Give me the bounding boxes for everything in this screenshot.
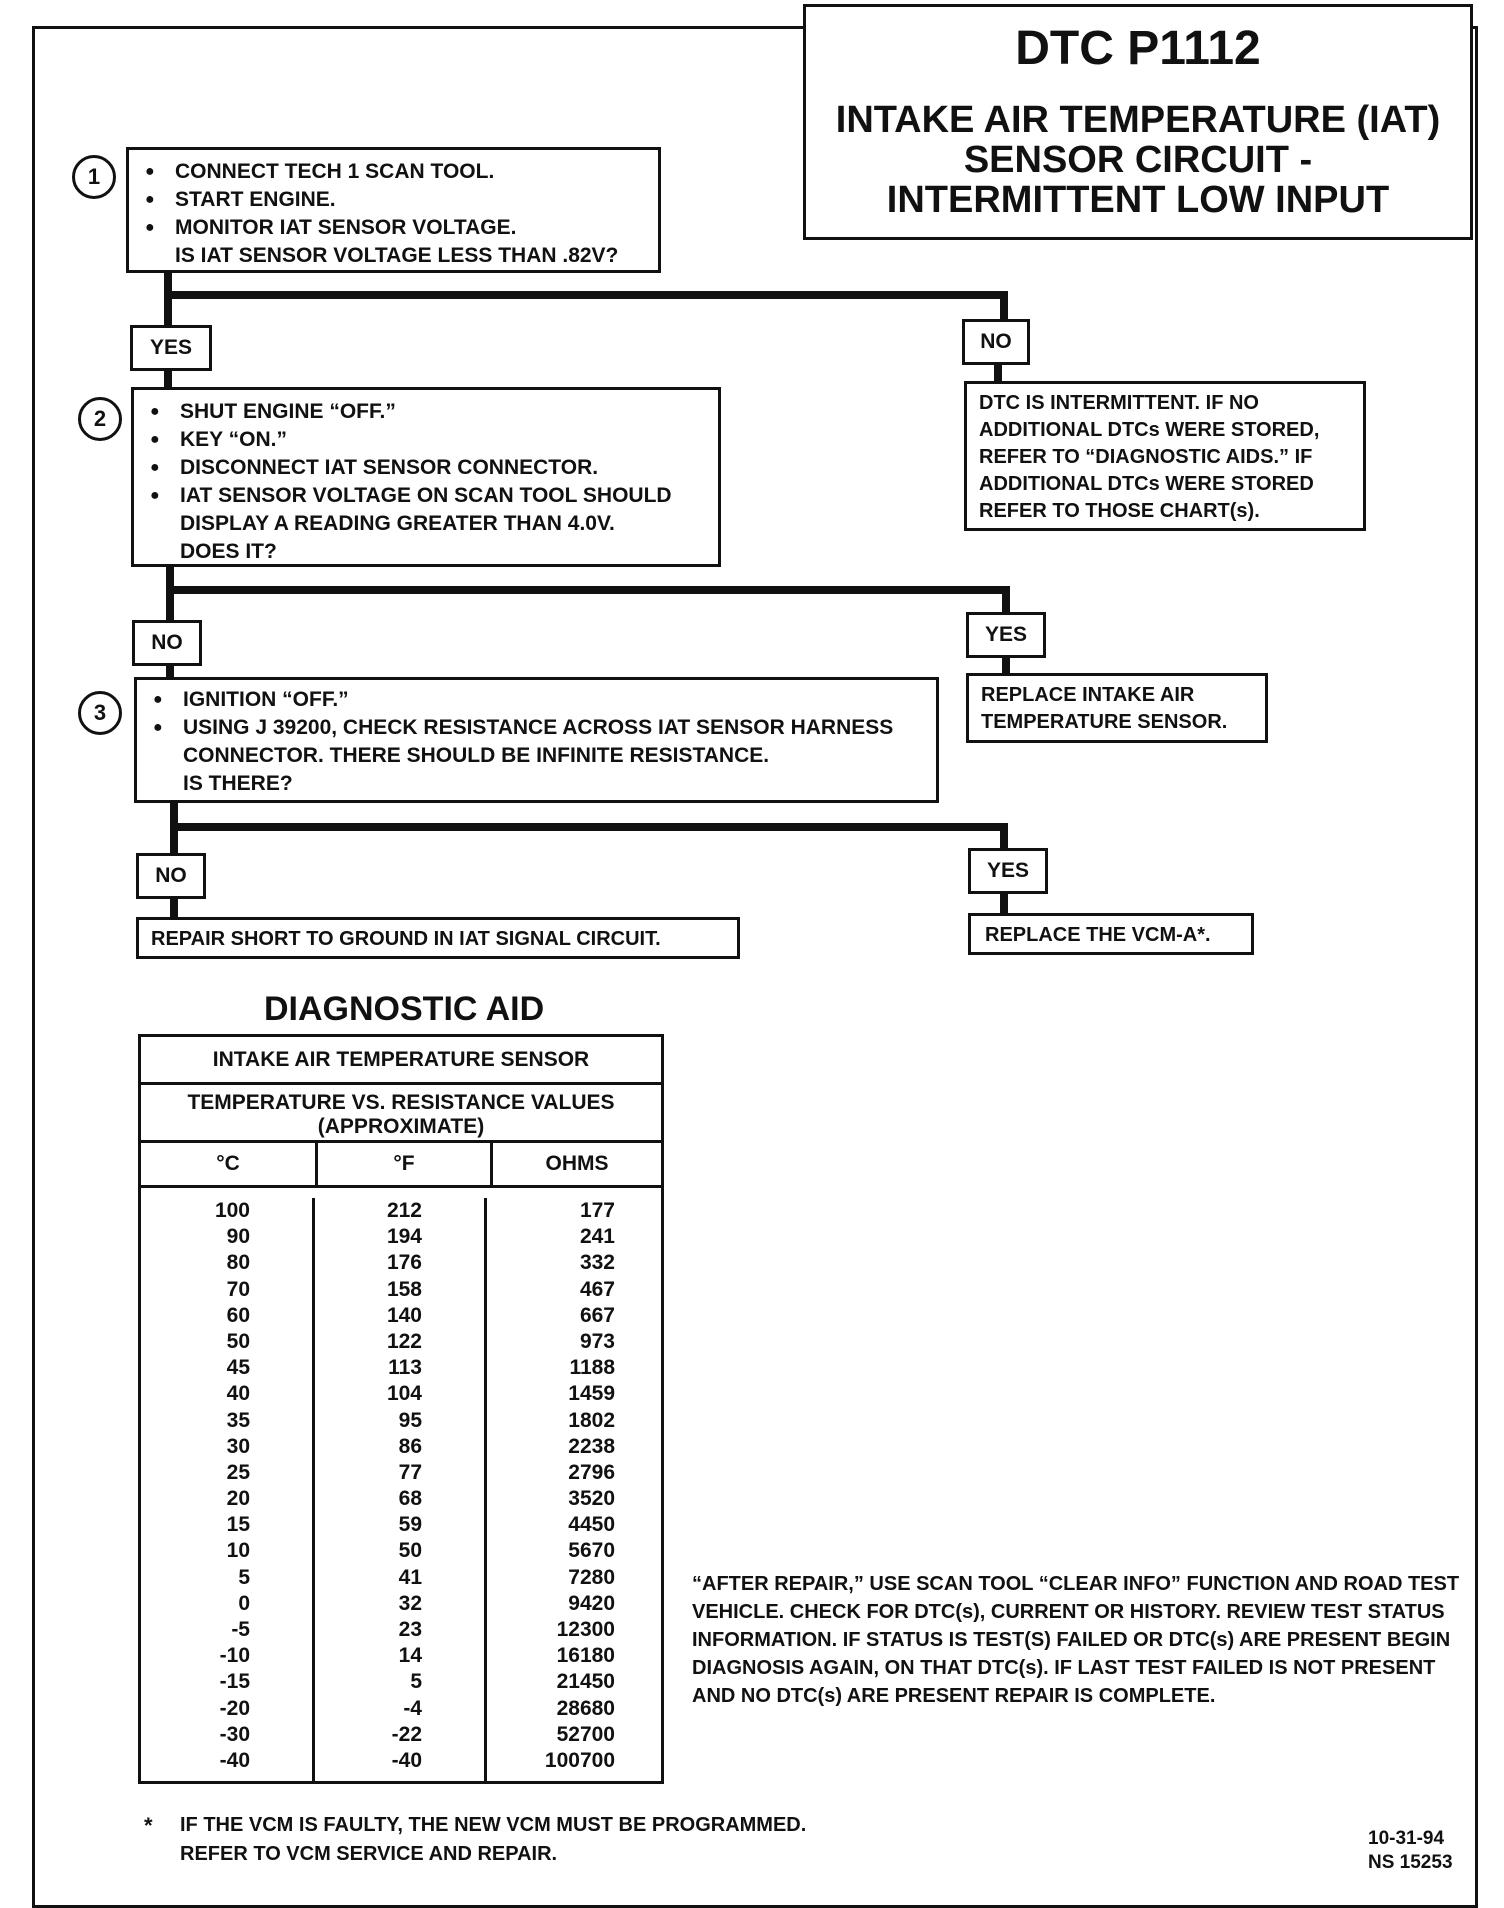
column-header-fahrenheit: °F [318,1143,493,1185]
step-2-bullet: ● SHUT ENGINE “OFF.” [140,398,712,426]
step-1-bullet: ● START ENGINE. [135,186,652,214]
ohms-value: 2238 [568,1434,615,1458]
ohms-value: 1188 [569,1356,615,1380]
step-3-bullet: ● IGNITION “OFF.” [143,686,930,714]
celsius-value: 10 [226,1539,250,1563]
step-1-bullet: ● MONITOR IAT SENSOR VOLTAGE. [135,214,652,242]
fahrenheit-value: 77 [398,1460,422,1484]
step-2-box [131,387,721,567]
ohms-value: 21450 [556,1670,615,1694]
step-1-no-result: DTC IS INTERMITTENT. IF NO ADDITIONAL DTCs WERE STORED, REFER TO “DIAGNOSTIC AIDS.” IF ADDITIONAL DTCs WERE STORED REFER TO THOSE CHART(s). [964,381,1366,531]
step-2-bullet: ● DISCONNECT IAT SENSOR CONNECTOR. [140,454,712,482]
fahrenheit-value: -22 [391,1722,422,1746]
connector-line [164,273,172,325]
celsius-value: -30 [219,1722,250,1746]
ohms-value: 177 [579,1199,615,1222]
connector-line [170,899,178,919]
connector-line [166,567,174,621]
celsius-value: 80 [226,1251,250,1275]
column-header-celsius: °C [141,1143,318,1185]
fahrenheit-value: 5 [410,1670,422,1694]
celsius-value: 70 [226,1277,250,1301]
celsius-value: 45 [226,1356,250,1380]
diagnostic-aid-heading: DIAGNOSTIC AID [264,990,545,1028]
fahrenheit-value: 95 [398,1408,422,1432]
fahrenheit-value: 140 [386,1303,422,1327]
ohms-value: 16180 [556,1644,615,1668]
ohms-value: 7280 [568,1565,615,1589]
connector-line [166,586,1010,594]
footnote-line-1: IF THE VCM IS FAULTY, THE NEW VCM MUST BE PROGRAMMED. [180,1814,807,1836]
fahrenheit-value: 59 [398,1513,422,1537]
step-3-number: 3 [78,691,122,735]
fahrenheit-value: 50 [398,1539,422,1563]
celsius-value: 35 [226,1408,250,1432]
ohms-value: 4450 [568,1513,615,1537]
ohms-value: 1802 [568,1408,615,1432]
connector-line [1000,823,1008,851]
footnote-line-2: REFER TO VCM SERVICE AND REPAIR. [180,1843,558,1865]
celsius-value: 25 [226,1460,250,1484]
celsius-value: 30 [226,1434,250,1458]
step-3-bullet: ● USING J 39200, CHECK RESISTANCE ACROSS IAT SENSOR HARNESS CONNECTOR. THERE SHOULD BE INFINITE RESISTANCE. [143,714,930,770]
no-label: NO [136,853,206,899]
ohms-value: 1459 [568,1382,615,1406]
aid-table-subtitle-note: (APPROXIMATE) [317,1115,485,1138]
fahrenheit-column [315,1198,487,1782]
aid-table-subtitle: TEMPERATURE VS. RESISTANCE VALUES [187,1091,615,1114]
ohms-value: 973 [579,1329,615,1353]
celsius-value: 15 [226,1513,250,1537]
title-line-3: INTERMITTENT LOW INPUT [886,179,1390,221]
fahrenheit-value: 14 [398,1644,422,1668]
ohms-value: 241 [579,1225,615,1249]
celsius-value: 0 [238,1591,250,1615]
fahrenheit-value: 176 [386,1251,422,1275]
celsius-value: 5 [238,1565,250,1589]
celsius-value: 40 [226,1382,250,1406]
ohms-value: 100700 [544,1748,615,1772]
step-2-bullet: ● KEY “ON.” [140,426,712,454]
title-line-2: SENSOR CIRCUIT - [963,139,1313,181]
ohms-value: 332 [579,1251,615,1275]
ohms-value: 28680 [556,1696,615,1720]
dtc-code: DTC P1112 [1015,22,1261,75]
celsius-value: 60 [226,1303,250,1327]
celsius-value: -20 [219,1696,250,1720]
step-3-yes-result: REPLACE THE VCM-A*. [968,913,1254,955]
step-3-box [134,677,939,803]
fahrenheit-value: 32 [398,1591,422,1615]
step-2-question: DOES IT? [180,540,277,563]
after-repair-note: “AFTER REPAIR,” USE SCAN TOOL “CLEAR INFO” FUNCTION AND ROAD TEST VEHICLE. CHECK FOR DTC(s), CURRENT OR HISTORY. REVIEW TEST STATUS INFORMATION. IF STATUS IS TEST(S) FAILED OR DTC(s) ARE PRESENT BEGIN DIAGNOSIS AGAIN, ON THAT DTC(s). IF LAST TEST FAILED IS NOT PRESENT AND NO DTC(s) ARE PRESENT REPAIR IS COMPLETE. [692,1573,1460,1707]
ohms-value: 3520 [568,1487,615,1511]
step-3-question: IS THERE? [183,772,293,795]
celsius-value: 90 [226,1225,250,1249]
document-number: NS 15253 [1368,1852,1453,1873]
no-label: NO [132,620,202,666]
ohms-value: 467 [579,1277,615,1301]
connector-line [1002,586,1010,614]
step-2-yes-result: REPLACE INTAKE AIR TEMPERATURE SENSOR. [966,673,1268,743]
ohms-value: 2796 [568,1460,615,1484]
connector-line [1002,658,1010,674]
celsius-column [141,1198,315,1782]
title-line-1: INTAKE AIR TEMPERATURE (IAT) [835,99,1441,141]
connector-line [164,291,1008,299]
column-header-ohms: OHMS [545,1152,609,1175]
fahrenheit-value: 212 [386,1199,422,1222]
yes-label: YES [968,848,1048,894]
fahrenheit-value: 68 [398,1487,422,1511]
document-date: 10-31-94 [1368,1828,1445,1849]
footnote-marker: * [144,1813,153,1838]
aid-table-title: INTAKE AIR TEMPERATURE SENSOR [141,1037,661,1085]
connector-line [170,823,1008,831]
connector-line [1000,291,1008,319]
celsius-value: -5 [231,1618,250,1641]
step-2-bullet: ● IAT SENSOR VOLTAGE ON SCAN TOOL SHOULD DISPLAY A READING GREATER THAN 4.0V. [140,482,712,538]
fahrenheit-value: 113 [388,1356,422,1380]
step-1-bullet: ● CONNECT TECH 1 SCAN TOOL. [135,158,652,186]
celsius-value: 50 [226,1329,250,1353]
step-1-number: 1 [72,155,116,199]
ohms-column [487,1198,661,1782]
celsius-value: -10 [219,1644,250,1668]
fahrenheit-value: 158 [386,1277,422,1301]
title-block [803,4,1473,240]
celsius-value: 100 [214,1199,250,1222]
ohms-value: 5670 [568,1539,615,1563]
aid-table [138,1034,664,1784]
step-3-no-result: REPAIR SHORT TO GROUND IN IAT SIGNAL CIRCUIT. [136,917,740,959]
fahrenheit-value: -4 [403,1696,422,1720]
ohms-value: 9420 [568,1591,615,1615]
no-label: NO [962,319,1030,365]
fahrenheit-value: 41 [398,1565,422,1589]
step-1-question: IS IAT SENSOR VOLTAGE LESS THAN .82V? [175,244,619,267]
step-2-number: 2 [78,397,122,441]
fahrenheit-value: 122 [386,1329,422,1353]
connector-line [994,365,1002,381]
fahrenheit-value: 194 [386,1225,422,1249]
celsius-value: -40 [219,1748,250,1772]
fahrenheit-value: 104 [386,1382,422,1406]
step-1-box [126,147,661,273]
yes-label: YES [130,325,212,371]
ohms-value: 52700 [556,1722,615,1746]
yes-label: YES [966,612,1046,658]
ohms-value: 667 [579,1303,615,1327]
connector-line [164,371,172,387]
fahrenheit-value: 23 [398,1618,422,1641]
celsius-value: 20 [226,1487,250,1511]
celsius-value: -15 [219,1670,250,1694]
fahrenheit-value: 86 [398,1434,422,1458]
ohms-value: 12300 [556,1618,615,1641]
fahrenheit-value: -40 [391,1748,422,1772]
